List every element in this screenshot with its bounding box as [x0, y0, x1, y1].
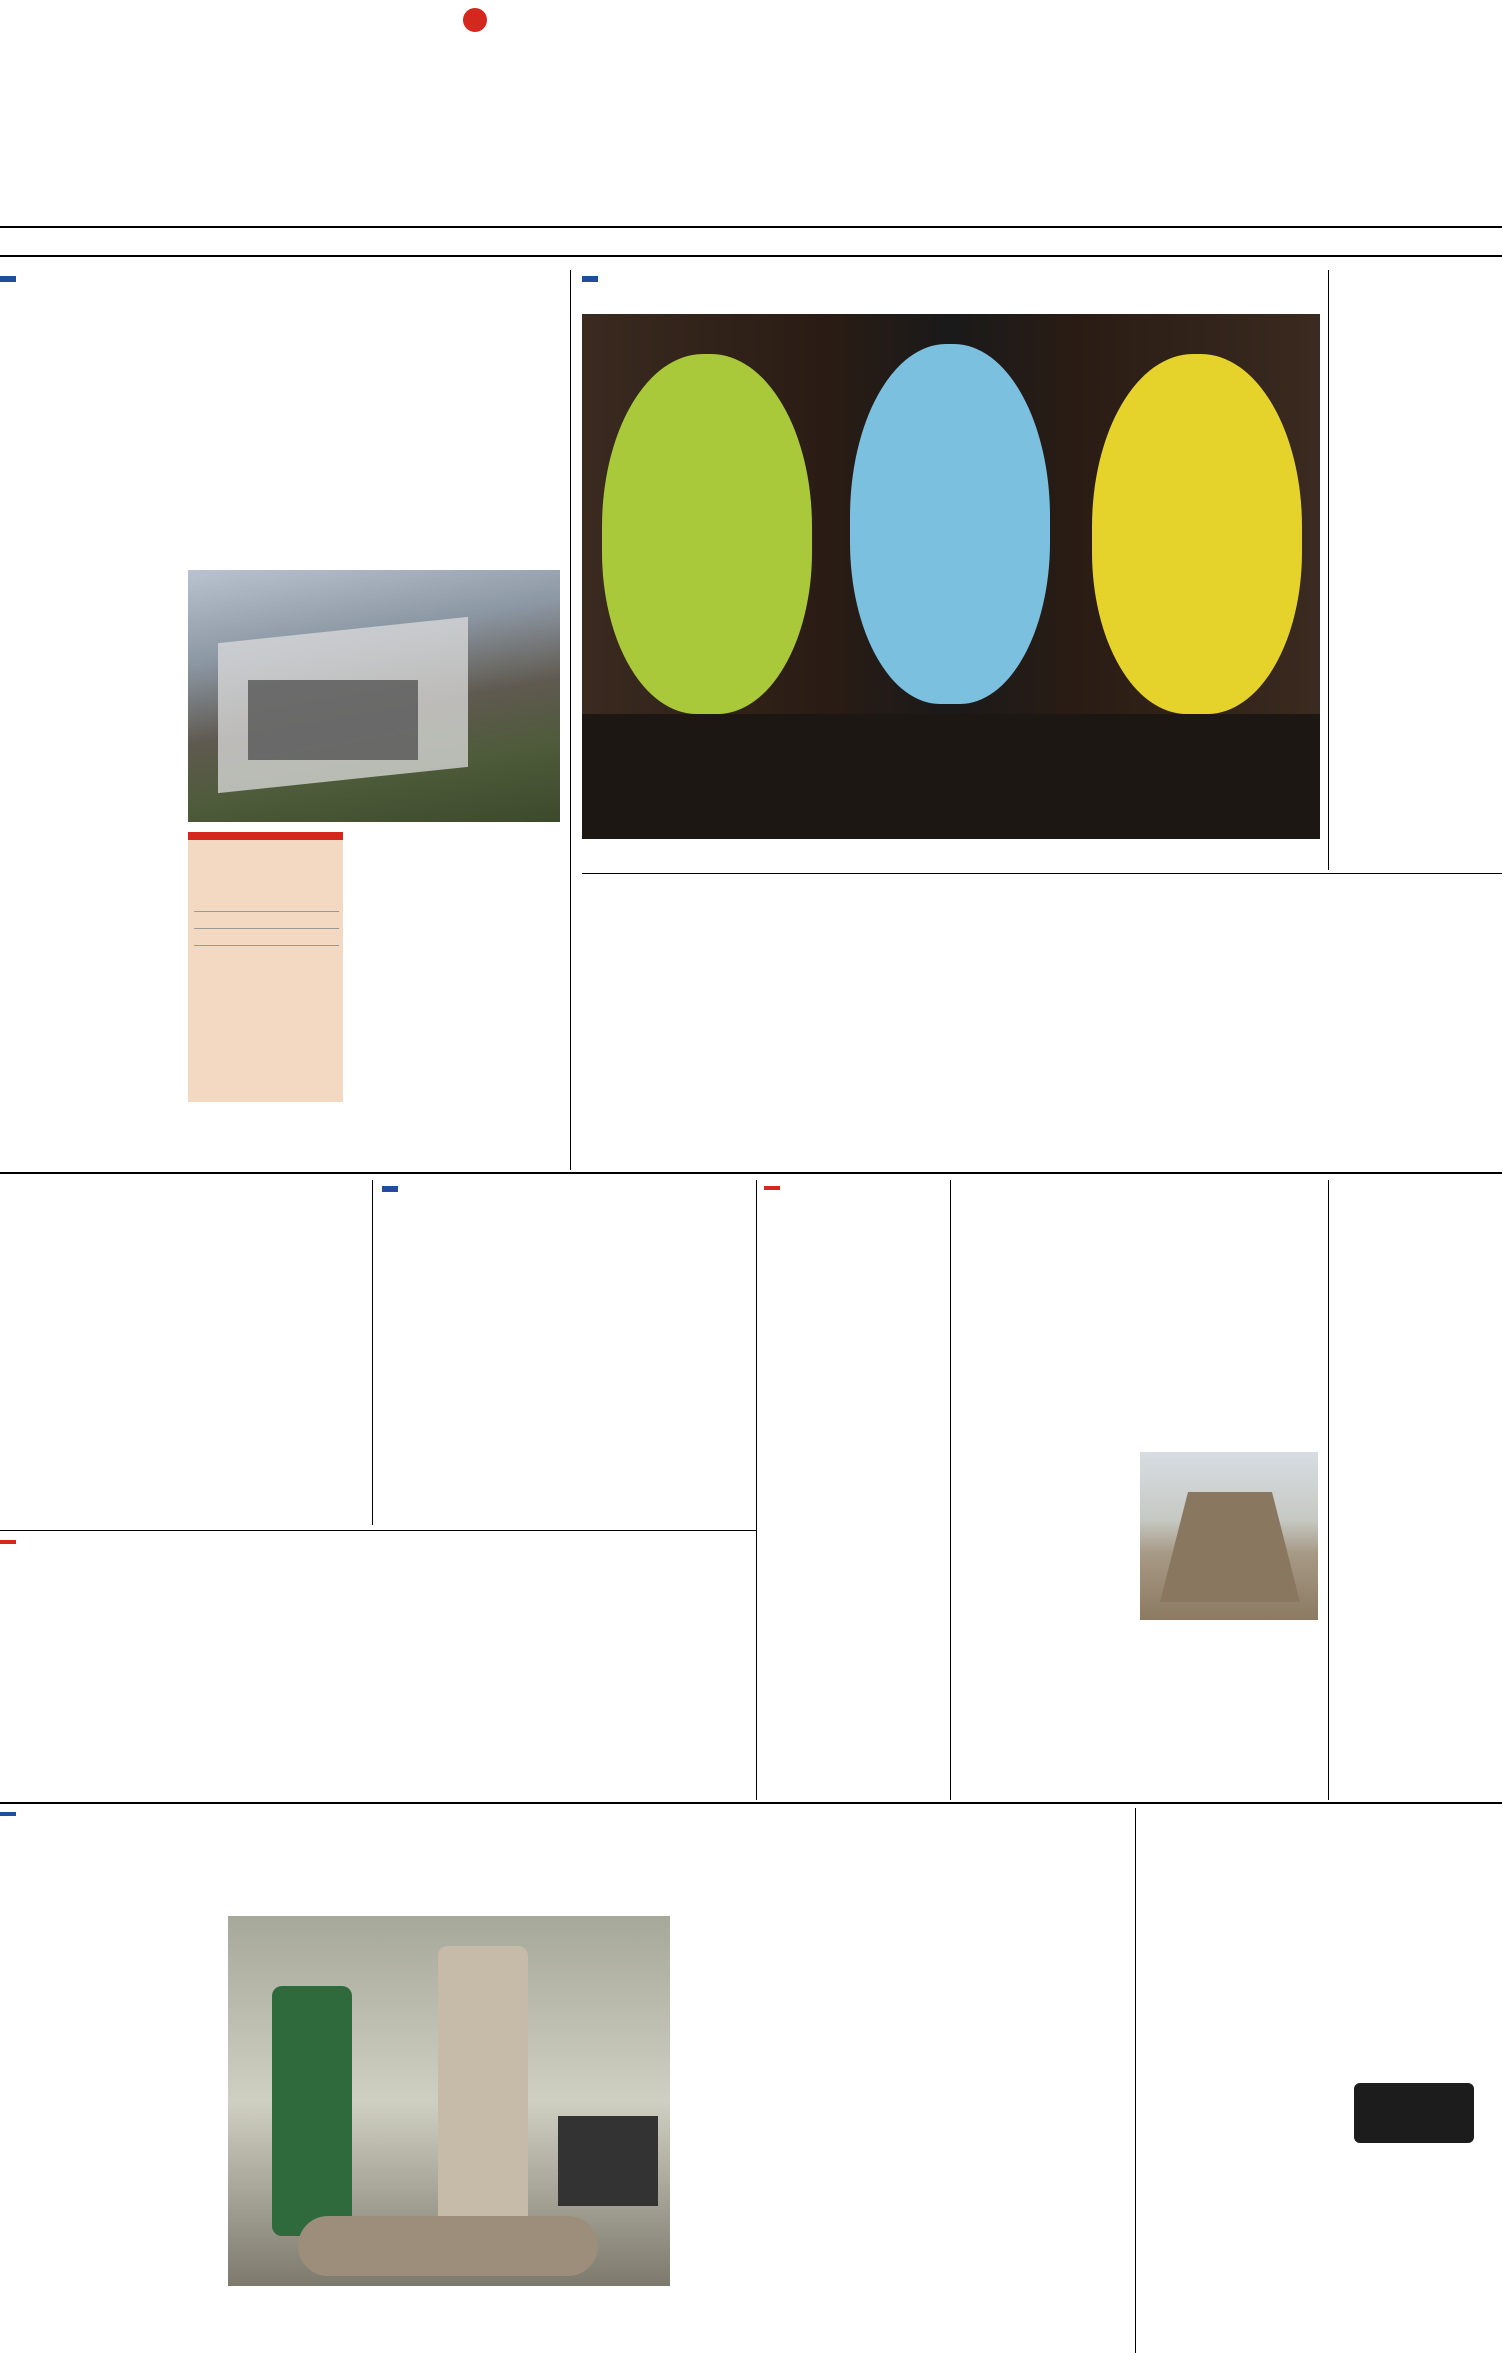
cuttack-col2: [188, 1105, 368, 1165]
face-blue: [850, 344, 1050, 704]
cuttack-col1: [0, 568, 182, 1153]
cuttack-col3: [372, 828, 560, 1158]
kicker-beni: [0, 1540, 16, 1544]
story-athagarh: [0, 1180, 365, 1520]
konark-temple-photo: [1140, 1452, 1318, 1620]
kicker-daughter: [0, 1812, 16, 1816]
lj-item-3: [194, 929, 339, 946]
panchayat-col2: [570, 1352, 748, 1792]
masthead-dot: [463, 8, 487, 32]
masthead: [0, 0, 1502, 240]
mangaraj-family-photo: [228, 1916, 670, 2286]
last-journey-box: [188, 832, 343, 1102]
lj-item-1: [194, 902, 339, 912]
story-ecor: [1338, 1180, 1502, 1800]
kicker-panchayat: [382, 1186, 398, 1192]
lj-item-2: [194, 912, 339, 929]
story-beni: [0, 1538, 565, 1800]
bus-accident-photo: [188, 570, 560, 822]
story-konark: [958, 1180, 1320, 1800]
kicker-ganjam: [764, 1186, 780, 1190]
panchayat-subhead: [382, 1292, 752, 1320]
story-daughter: [0, 1808, 1130, 2353]
face-yellow: [1092, 354, 1302, 714]
kicker-cuttack: [0, 276, 16, 282]
kicker-girlie: [582, 276, 598, 282]
story-ganjam: [764, 1180, 946, 1800]
story-cuttack: [0, 270, 560, 1170]
voting-photo: [582, 314, 1320, 839]
last-journey-title: [188, 832, 343, 840]
pune-warriors-logo: [1334, 2063, 1494, 2163]
story-hailstorm: [1338, 270, 1502, 870]
story-girlie: [582, 270, 1320, 870]
face-green: [602, 354, 812, 714]
story-mamata: [582, 880, 1502, 1170]
lj-item-4: [194, 946, 339, 962]
story-sahara: [1144, 1808, 1502, 2353]
